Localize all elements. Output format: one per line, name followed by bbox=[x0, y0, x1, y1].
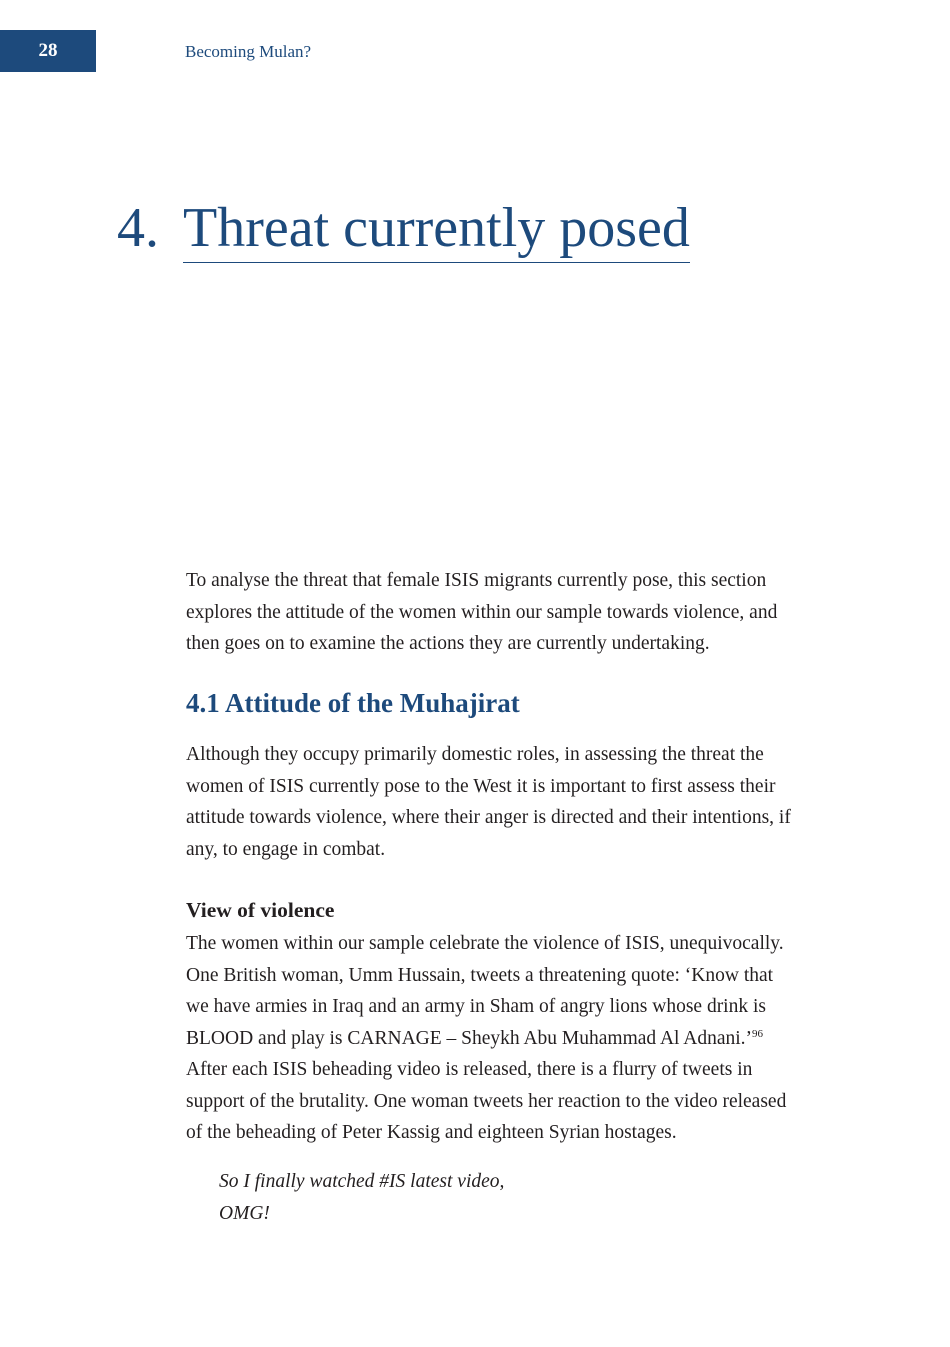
text-line: then goes on to examine the actions they are currently undertaking. bbox=[186, 633, 710, 654]
text-line: of the beheading of Peter Kassig and eighteen Syrian hostages. bbox=[186, 1122, 677, 1143]
page-number: 28 bbox=[0, 30, 96, 72]
text-line: After each ISIS beheading video is released, there is a flurry of tweets in bbox=[186, 1059, 753, 1080]
text-line: we have armies in Iraq and an army in Sham of angry lions whose drink is bbox=[186, 996, 766, 1017]
text-line: attitude towards violence, where their anger is directed and their intentions, if bbox=[186, 807, 791, 828]
quote-line: OMG! bbox=[219, 1202, 270, 1224]
intro-paragraph bbox=[186, 565, 777, 660]
subsection-heading: View of violence bbox=[186, 898, 335, 922]
text-line: To analyse the threat that female ISIS migrants currently pose, this section bbox=[186, 570, 767, 591]
text-line bbox=[186, 1023, 786, 1055]
text-line: women of ISIS currently pose to the West it is important to first assess their bbox=[186, 775, 776, 797]
text-line: One British woman, Umm Hussain, tweets a threatening quote: ‘Know that bbox=[186, 964, 774, 986]
chapter-heading bbox=[117, 197, 690, 263]
text-line: Although they occupy primarily domestic roles, in assessing the threat the bbox=[186, 744, 764, 765]
text-line: explores the attitude of the women within our sample towards violence, and bbox=[186, 601, 778, 623]
text-line-content: BLOOD and play is CARNAGE – Sheykh Abu Muhammad Al Adnani.’ bbox=[186, 1027, 753, 1049]
section-heading: 4.1 Attitude of the Muhajirat bbox=[186, 688, 520, 718]
section-paragraph bbox=[186, 739, 791, 865]
text-line: support of the brutality. One woman tweets her reaction to the video released bbox=[186, 1090, 787, 1112]
text-line: The women within our sample celebrate the violence of ISIS, unequivocally. bbox=[186, 933, 784, 954]
footnote-reference[interactable]: 96 bbox=[752, 1027, 764, 1040]
running-title: Becoming Mulan? bbox=[185, 42, 312, 61]
text-line: any, to engage in combat. bbox=[186, 838, 386, 860]
quote-line: So I finally watched #IS latest video, bbox=[219, 1171, 505, 1192]
tweet-quote bbox=[219, 1166, 504, 1229]
violence-paragraph bbox=[186, 928, 786, 1149]
chapter-title: Threat currently posed bbox=[183, 200, 690, 263]
chapter-number: 4. bbox=[117, 197, 159, 259]
